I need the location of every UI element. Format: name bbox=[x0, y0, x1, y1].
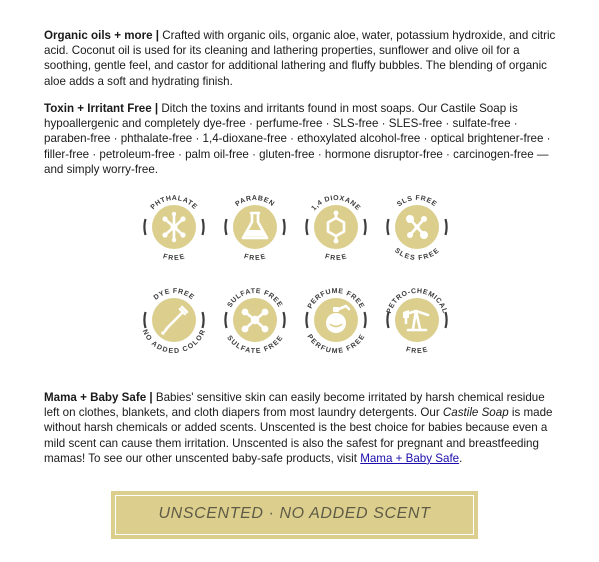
organic-oils-text: Crafted with organic oils, organic aloe, water, potassium hydroxide, and citric acid. Coconut oil is used for its cleaning and lathering properties, sunflower and olive oil for a soothing, gentle feel, and castor for additional lathering and fluffy bubbles. The blending of organic aloe adds a soft and hydrating finish. bbox=[44, 29, 556, 88]
svg-text:FREE bbox=[243, 253, 267, 262]
svg-text:SLES FREE bbox=[393, 247, 441, 262]
badge-bottom-label: FREE bbox=[243, 253, 267, 263]
toxin-free-heading: Toxin + Irritant Free | bbox=[44, 102, 159, 115]
unscented-banner bbox=[111, 491, 478, 539]
paraben-free-badge bbox=[220, 192, 290, 262]
mama-baby-paragraph bbox=[44, 390, 556, 466]
phthalate-free-badge bbox=[139, 192, 209, 262]
mama-baby-heading: Mama + Baby Safe | bbox=[44, 391, 153, 404]
badge-top-label: 1,4 DIOXANE bbox=[310, 194, 362, 213]
svg-text:FREE bbox=[324, 253, 348, 262]
mama-baby-text-end: . bbox=[459, 451, 463, 465]
badge-bottom-label: FREE bbox=[405, 346, 429, 356]
badge-bottom-label: PERFUME FREE bbox=[305, 333, 367, 356]
mama-baby-text: Babies' sensitive skin can easily become irritated by harsh chemical residue left on clothes, blankets, and cloth diapers from most laundry detergents. Our bbox=[44, 391, 545, 420]
badge-top-label: PHTHALATE bbox=[149, 194, 199, 212]
dioxane-free-badge bbox=[301, 192, 371, 262]
toxin-free-text: Ditch the toxins and irritants found in most soaps. Our Castile Soap is hypoallergenic and completely dye-free · perfume-free · SLS-free · SLES-free · sulfate-free · paraben-free · phthalate-free · 1,4-dioxane-free · ethoxylated alcohol-free · optical brightener-free · filler-free · petroleum-free · palm oil-free · gluten-free · hormone disruptor-free · carcinogen-free — and simply worry-free. bbox=[44, 102, 551, 176]
castile-soap-text: Castile Soap bbox=[442, 406, 509, 420]
badge-top-label: PARABEN bbox=[234, 194, 276, 209]
badge-top-label: SLS FREE bbox=[396, 194, 438, 209]
svg-text:FREE bbox=[162, 253, 186, 262]
dye-free-badge bbox=[139, 285, 209, 355]
badge-top-label: DYE FREE bbox=[152, 287, 196, 302]
svg-text:FREE bbox=[405, 346, 429, 355]
badge-bottom-label: FREE bbox=[162, 253, 186, 263]
sulfate-free-badge bbox=[220, 285, 290, 355]
badge-bottom-label: FREE bbox=[324, 253, 348, 263]
toxin-free-paragraph bbox=[44, 101, 556, 177]
badge-top-label: PETRO-CHEMICAL bbox=[385, 287, 449, 315]
organic-oils-heading: Organic oils + more | bbox=[44, 29, 160, 42]
organic-oils-paragraph bbox=[44, 28, 556, 89]
badge-bottom-label: SULFATE FREE bbox=[225, 334, 285, 356]
mama-baby-text-2: is made without harsh chemicals or added scents. Unscented is the best choice for babies because even a mild scent can cause them irritation. Unscented is also the safest for pregnant and breastfeeding mamas! To see our other unscented baby-safe products, visit bbox=[44, 406, 553, 465]
badge-top-label: PERFUME FREE bbox=[306, 287, 366, 311]
badge-top-label: SULFATE FREE bbox=[226, 287, 284, 309]
banner-label: UNSCENTED · NO ADDED SCENT bbox=[158, 505, 431, 522]
badge-bottom-label: NO ADDED COLOR bbox=[140, 328, 208, 356]
petro-chemical-free-badge bbox=[382, 285, 452, 355]
mama-baby-safe-link[interactable]: Mama + Baby Safe bbox=[360, 451, 460, 465]
badge-bottom-label: SLES FREE bbox=[393, 247, 441, 263]
perfume-free-badge bbox=[301, 285, 371, 355]
sls-free-badge bbox=[382, 192, 452, 262]
